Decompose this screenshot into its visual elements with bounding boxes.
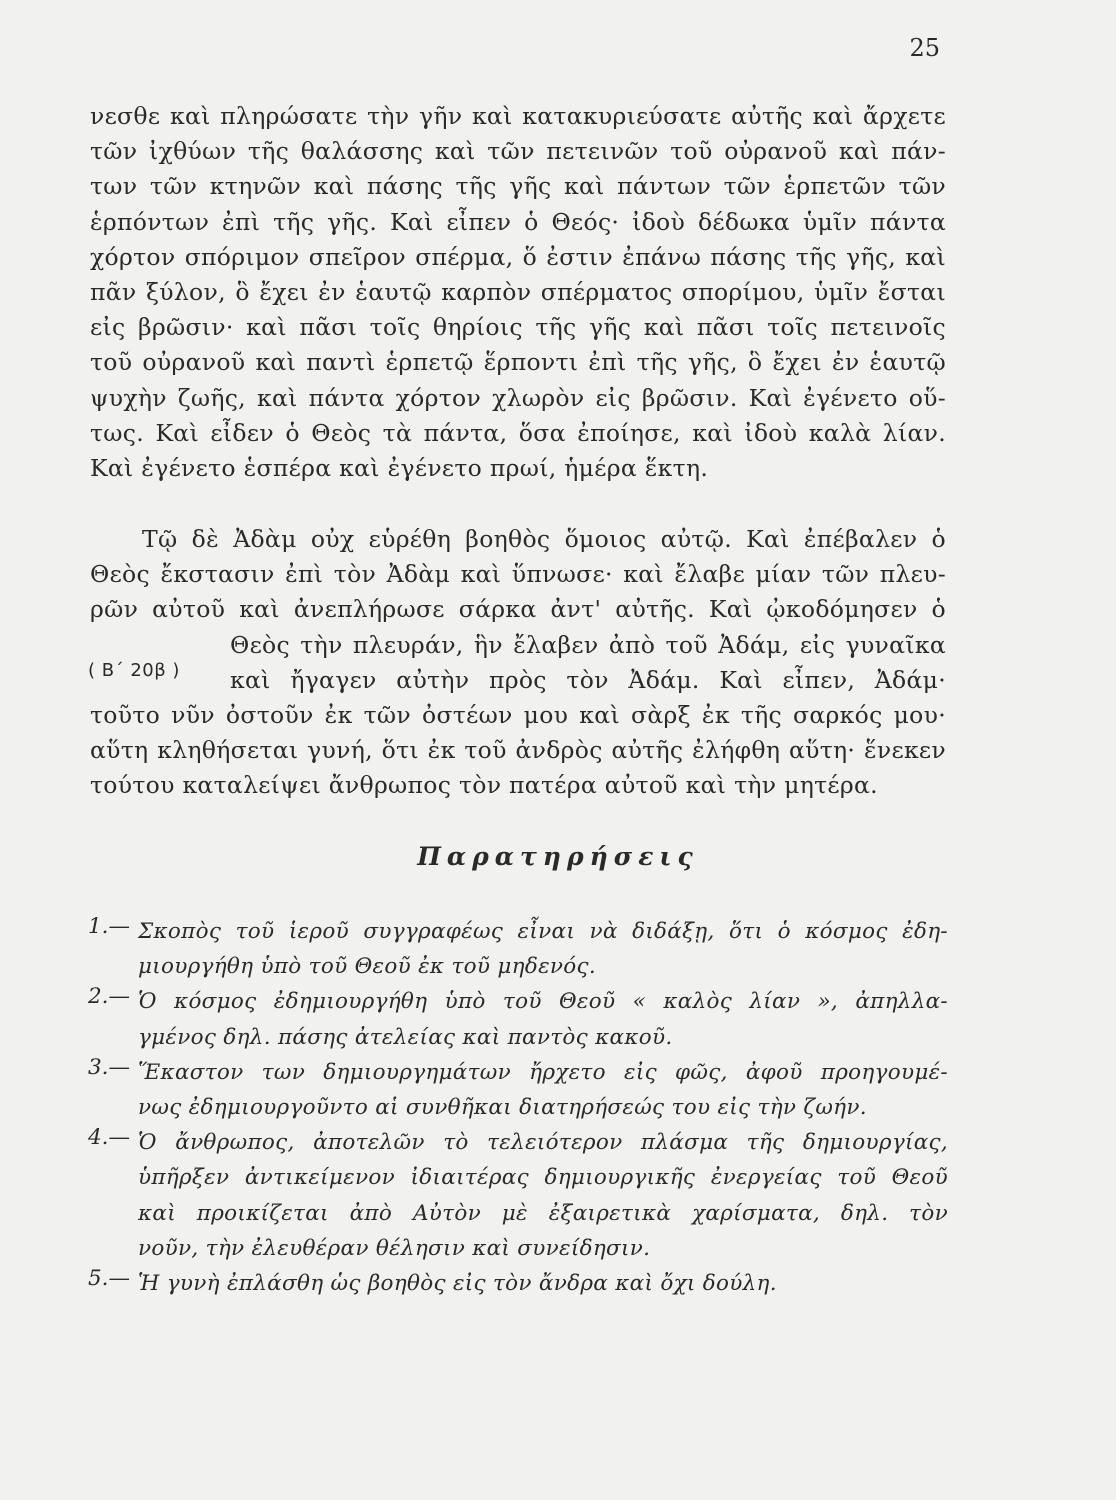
text-line: ἑρπόντων ἐπὶ τῆς γῆς. Καὶ εἶπεν ὁ Θεός· ἰδοὺ δέδωκα ὑμῖν πάντα [90,207,946,236]
text-line: τούτου καταλείψει ἄνθρωπος τὸν πατέρα αὐτοῦ καὶ τὴν μητέρα. [90,771,878,800]
margin-reference: ( Β΄ 20β ) [88,660,180,681]
page-number: 25 [909,34,940,62]
text-line: Θεὸς ἔκστασιν ἐπὶ τὸν Ἀδὰμ καὶ ὕπνωσε· καὶ ἔλαβε μίαν τῶν πλευ- [90,560,946,589]
note-line: νως ἐδημιουργοῦντο αἱ συνθῆκαι διατηρήσεώς του εἰς τὴν ζωήν. [138,1094,867,1120]
text-line: τοῦτο νῦν ὀστοῦν ἐκ τῶν ὀστέων μου καὶ σὰρξ ἐκ τῆς σαρκός μου· [90,700,946,729]
note-line: ὑπῆρξεν ἀντικείμενον ἰδιαιτέρας δημιουργικῆς ἐνεργείας τοῦ Θεοῦ [138,1165,948,1191]
text-line: τοῦ οὐρανοῦ καὶ παντὶ ἑρπετῷ ἕρποντι ἐπὶ τῆς γῆς, ὃ ἔχει ἐν ἑαυτῷ [90,348,946,377]
text-line: εἰς βρῶσιν· καὶ πᾶσι τοῖς θηρίοις τῆς γῆς καὶ πᾶσι τοῖς πετεινοῖς [90,313,946,342]
note-number: 1.— [88,914,131,939]
text-line: πᾶν ξύλον, ὃ ἔχει ἐν ἑαυτῷ καρπὸν σπέρματος σπορίμου, ὑμῖν ἔσται [90,277,946,306]
note-line: Ὁ ἄνθρωπος, ἀποτελῶν τὸ τελειότερον πλάσμα τῆς δημιουργίας, [138,1130,948,1156]
text-line: τῶν ἰχθύων τῆς θαλάσσης καὶ τῶν πετεινῶν τοῦ οὐρανοῦ καὶ πάν- [90,137,946,166]
text-line: αὕτη κληθήσεται γυνή, ὅτι ἐκ τοῦ ἀνδρὸς αὐτῆς ἐλήφθη αὕτη· ἕνεκεν [90,736,946,765]
notes-list [88,914,948,1301]
note-line: καὶ προικίζεται ἀπὸ Αὐτὸν μὲ ἐξαιρετικὰ χαρίσματα, δηλ. τὸν [138,1200,948,1226]
note-line: Ἡ γυνὴ ἐπλάσθη ὡς βοηθὸς εἰς τὸν ἄνδρα καὶ ὄχι δούλη. [138,1270,777,1296]
paragraph-genesis-2 [90,522,946,804]
note-line: νοῦν, τὴν ἐλευθέραν θέλησιν καὶ συνείδησιν. [138,1235,651,1261]
text-line: ψυχὴν ζωῆς, καὶ πάντα χόρτον χλωρὸν εἰς βρῶσιν. Καὶ ἐγένετο οὕ- [90,383,946,412]
note-item [88,914,948,984]
text-line: νεσθε καὶ πληρώσατε τὴν γῆν καὶ κατακυριεύσατε αὐτῆς καὶ ἄρχετε [90,102,946,130]
note-number: 3.— [88,1054,131,1080]
text-line: καὶ ἤγαγεν αὐτὴν πρὸς τὸν Ἀδάμ. Καὶ εἶπεν, Ἀδάμ· [230,665,946,694]
text-line: ρῶν αὐτοῦ καὶ ἀνεπλήρωσε σάρκα ἀντ' αὐτῆς. Καὶ ᾠκοδόμησεν ὁ [90,595,946,624]
note-line: μιουργήθη ὑπὸ τοῦ Θεοῦ ἐκ τοῦ μηδενός. [138,954,597,980]
text-line: Καὶ ἐγένετο ἑσπέρα καὶ ἐγένετο πρωί, ἡμέρα ἕκτη. [90,453,709,482]
note-line: γμένος δηλ. πάσης ἀτελείας καὶ παντὸς κακοῦ. [138,1024,673,1050]
note-number: 2.— [88,984,131,1010]
note-item [88,984,948,1054]
note-item [88,1266,948,1301]
note-line: Ὁ κόσμος ἐδημιουργήθη ὑπὸ τοῦ Θεοῦ « καλὸς λίαν », ἀπηλλα- [138,989,948,1015]
note-item [88,1055,948,1125]
text-line: Θεὸς τὴν πλευράν, ἣν ἔλαβεν ἀπὸ τοῦ Ἀδάμ, εἰς γυναῖκα [230,630,946,659]
note-item [88,1125,948,1266]
text-line: τως. Καὶ εἶδεν ὁ Θεὸς τὰ πάντα, ὅσα ἐποίησε, καὶ ἰδοὺ καλὰ λίαν. [90,418,946,447]
text-line: των τῶν κτηνῶν καὶ πάσης τῆς γῆς καὶ πάντων τῶν ἑρπετῶν τῶν [90,172,946,201]
section-heading: Παρατηρήσεις [417,842,699,871]
paragraph-genesis-1 [90,99,946,486]
note-number: 4.— [88,1125,131,1151]
note-number: 5.— [88,1265,131,1291]
note-line: Ἕκαστον των δημιουργημάτων ἤρχετο εἰς φῶς, ἀφοῦ προηγουμέ- [138,1059,948,1085]
text-line: χόρτον σπόριμον σπεῖρον σπέρμα, ὅ ἐστιν ἐπάνω πάσης τῆς γῆς, καὶ [90,242,946,271]
note-line: Σκοπὸς τοῦ ἱεροῦ συγγραφέως εἶναι νὰ διδάξῃ, ὅτι ὁ κόσμος ἐδη- [138,919,948,944]
text-line: Τῷ δὲ Ἀδὰμ οὐχ εὑρέθη βοηθὸς ὅμοιος αὐτῷ. Καὶ ἐπέβαλεν ὁ [142,525,946,553]
